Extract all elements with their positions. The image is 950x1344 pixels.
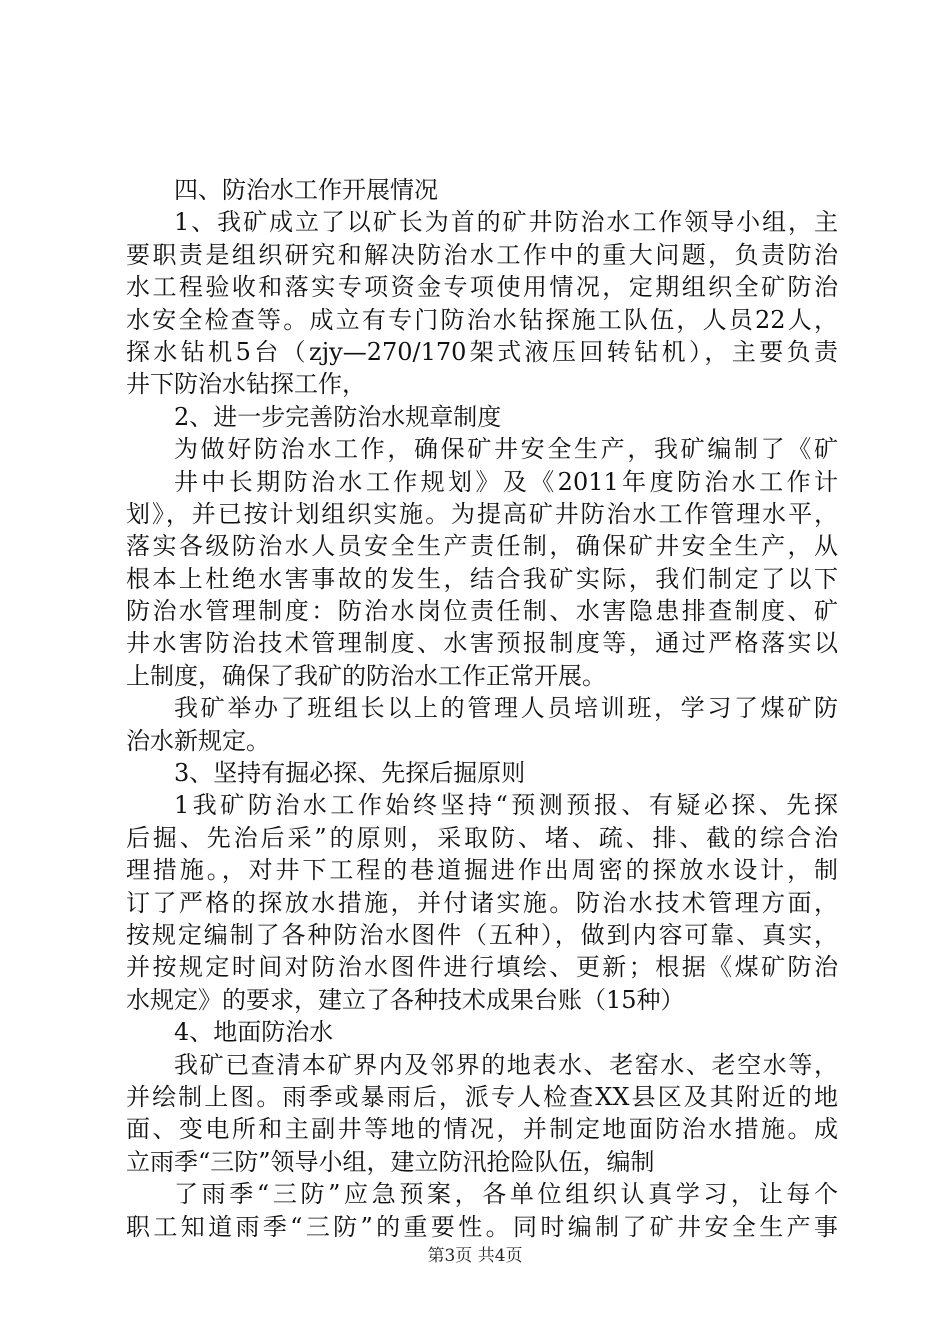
paragraph-line: 立雨季“三防”领导小组，建立防汛抢险队伍，编制	[126, 1147, 655, 1176]
subsection-heading: 4、地面防治水	[174, 1018, 334, 1047]
paragraph-line: 要职责是组织研究和解决防治水工作中的重大问题，负责防治	[126, 240, 838, 269]
subsection-heading: 3、坚持有掘必探、先探后掘原则	[174, 759, 526, 788]
paragraph-line: 水安全检查等。成立有专门防治水钻探施工队伍，人员22人，	[126, 305, 838, 334]
paragraph-line: 水工程验收和落实专项资金专项使用情况，定期组织全矿防治	[126, 273, 838, 302]
paragraph-line: 后掘、先治后采”的原则，采取防、堵、疏、排、截的综合治	[126, 823, 838, 852]
paragraph-line: 并按规定时间对防治水图件进行填绘、更新；根据《煤矿防治	[126, 953, 838, 982]
paragraph-line: 划》，并已按计划组织实施。为提高矿井防治水工作管理水平，	[126, 499, 838, 528]
paragraph-line: 水规定》的要求，建立了各种技术成果台账（15种）	[126, 985, 685, 1014]
paragraph-line: 落实各级防治水人员安全生产责任制，确保矿井安全生产，从	[126, 532, 838, 561]
paragraph-line: 面、变电所和主副井等地的情况，并制定地面防治水措施。成	[126, 1115, 838, 1144]
paragraph-line: 并绘制上图。雨季或暴雨后，派专人检查XX县区及其附近的地	[126, 1082, 838, 1111]
section-heading: 四、防治水工作开展情况	[174, 176, 438, 204]
paragraph-line: 井中长期防治水工作规划》及《2011年度防治水工作计	[174, 467, 838, 496]
paragraph-line: 了雨季“三防”应急预案，各单位组织认真学习，让每个	[174, 1180, 838, 1209]
page-footer: 第3页 共4页	[427, 1246, 523, 1266]
paragraph-line: 为做好防治水工作，确保矿井安全生产，我矿编制了《矿	[174, 435, 838, 464]
subsection-heading: 2、进一步完善防治水规章制度	[174, 402, 502, 431]
paragraph-line: 防治水管理制度：防治水岗位责任制、水害隐患排查制度、矿	[126, 597, 838, 626]
paragraph-line: 根本上杜绝水害事故的发生，结合我矿实际，我们制定了以下	[126, 564, 838, 593]
paragraph-line: 按规定编制了各种防治水图件（五种），做到内容可靠、真实，	[126, 920, 838, 949]
paragraph-line: 职工知道雨季“三防”的重要性。同时编制了矿井安全生产事	[126, 1212, 838, 1241]
paragraph-line: 订了严格的探放水措施，并付诸实施。防治水技术管理方面，	[126, 888, 838, 917]
paragraph-line: 1、我矿成立了以矿长为首的矿井防治水工作领导小组，主	[174, 208, 838, 237]
paragraph-line: 井水害防治技术管理制度、水害预报制度等，通过严格落实以	[126, 629, 838, 658]
paragraph-line: 理措施。，对井下工程的巷道掘进作出周密的探放水设计，制	[126, 856, 838, 885]
document-body	[126, 174, 838, 1243]
paragraph-line: 探水钻机5台（zjy—270/170架式液压回转钻机），主要负责	[126, 337, 838, 366]
paragraph-line: 我矿举办了班组长以上的管理人员培训班，学习了煤矿防	[174, 694, 838, 723]
paragraph-line: 井下防治水钻探工作，	[126, 370, 366, 399]
paragraph-line: 1我矿防治水工作始终坚持“预测预报、有疑必探、先探	[174, 791, 838, 820]
paragraph-line: 我矿已查清本矿界内及邻界的地表水、老窑水、老空水等，	[174, 1050, 838, 1079]
paragraph-line: 治水新规定。	[126, 726, 270, 755]
paragraph-line: 上制度，确保了我矿的防治水工作正常开展。	[126, 661, 606, 690]
